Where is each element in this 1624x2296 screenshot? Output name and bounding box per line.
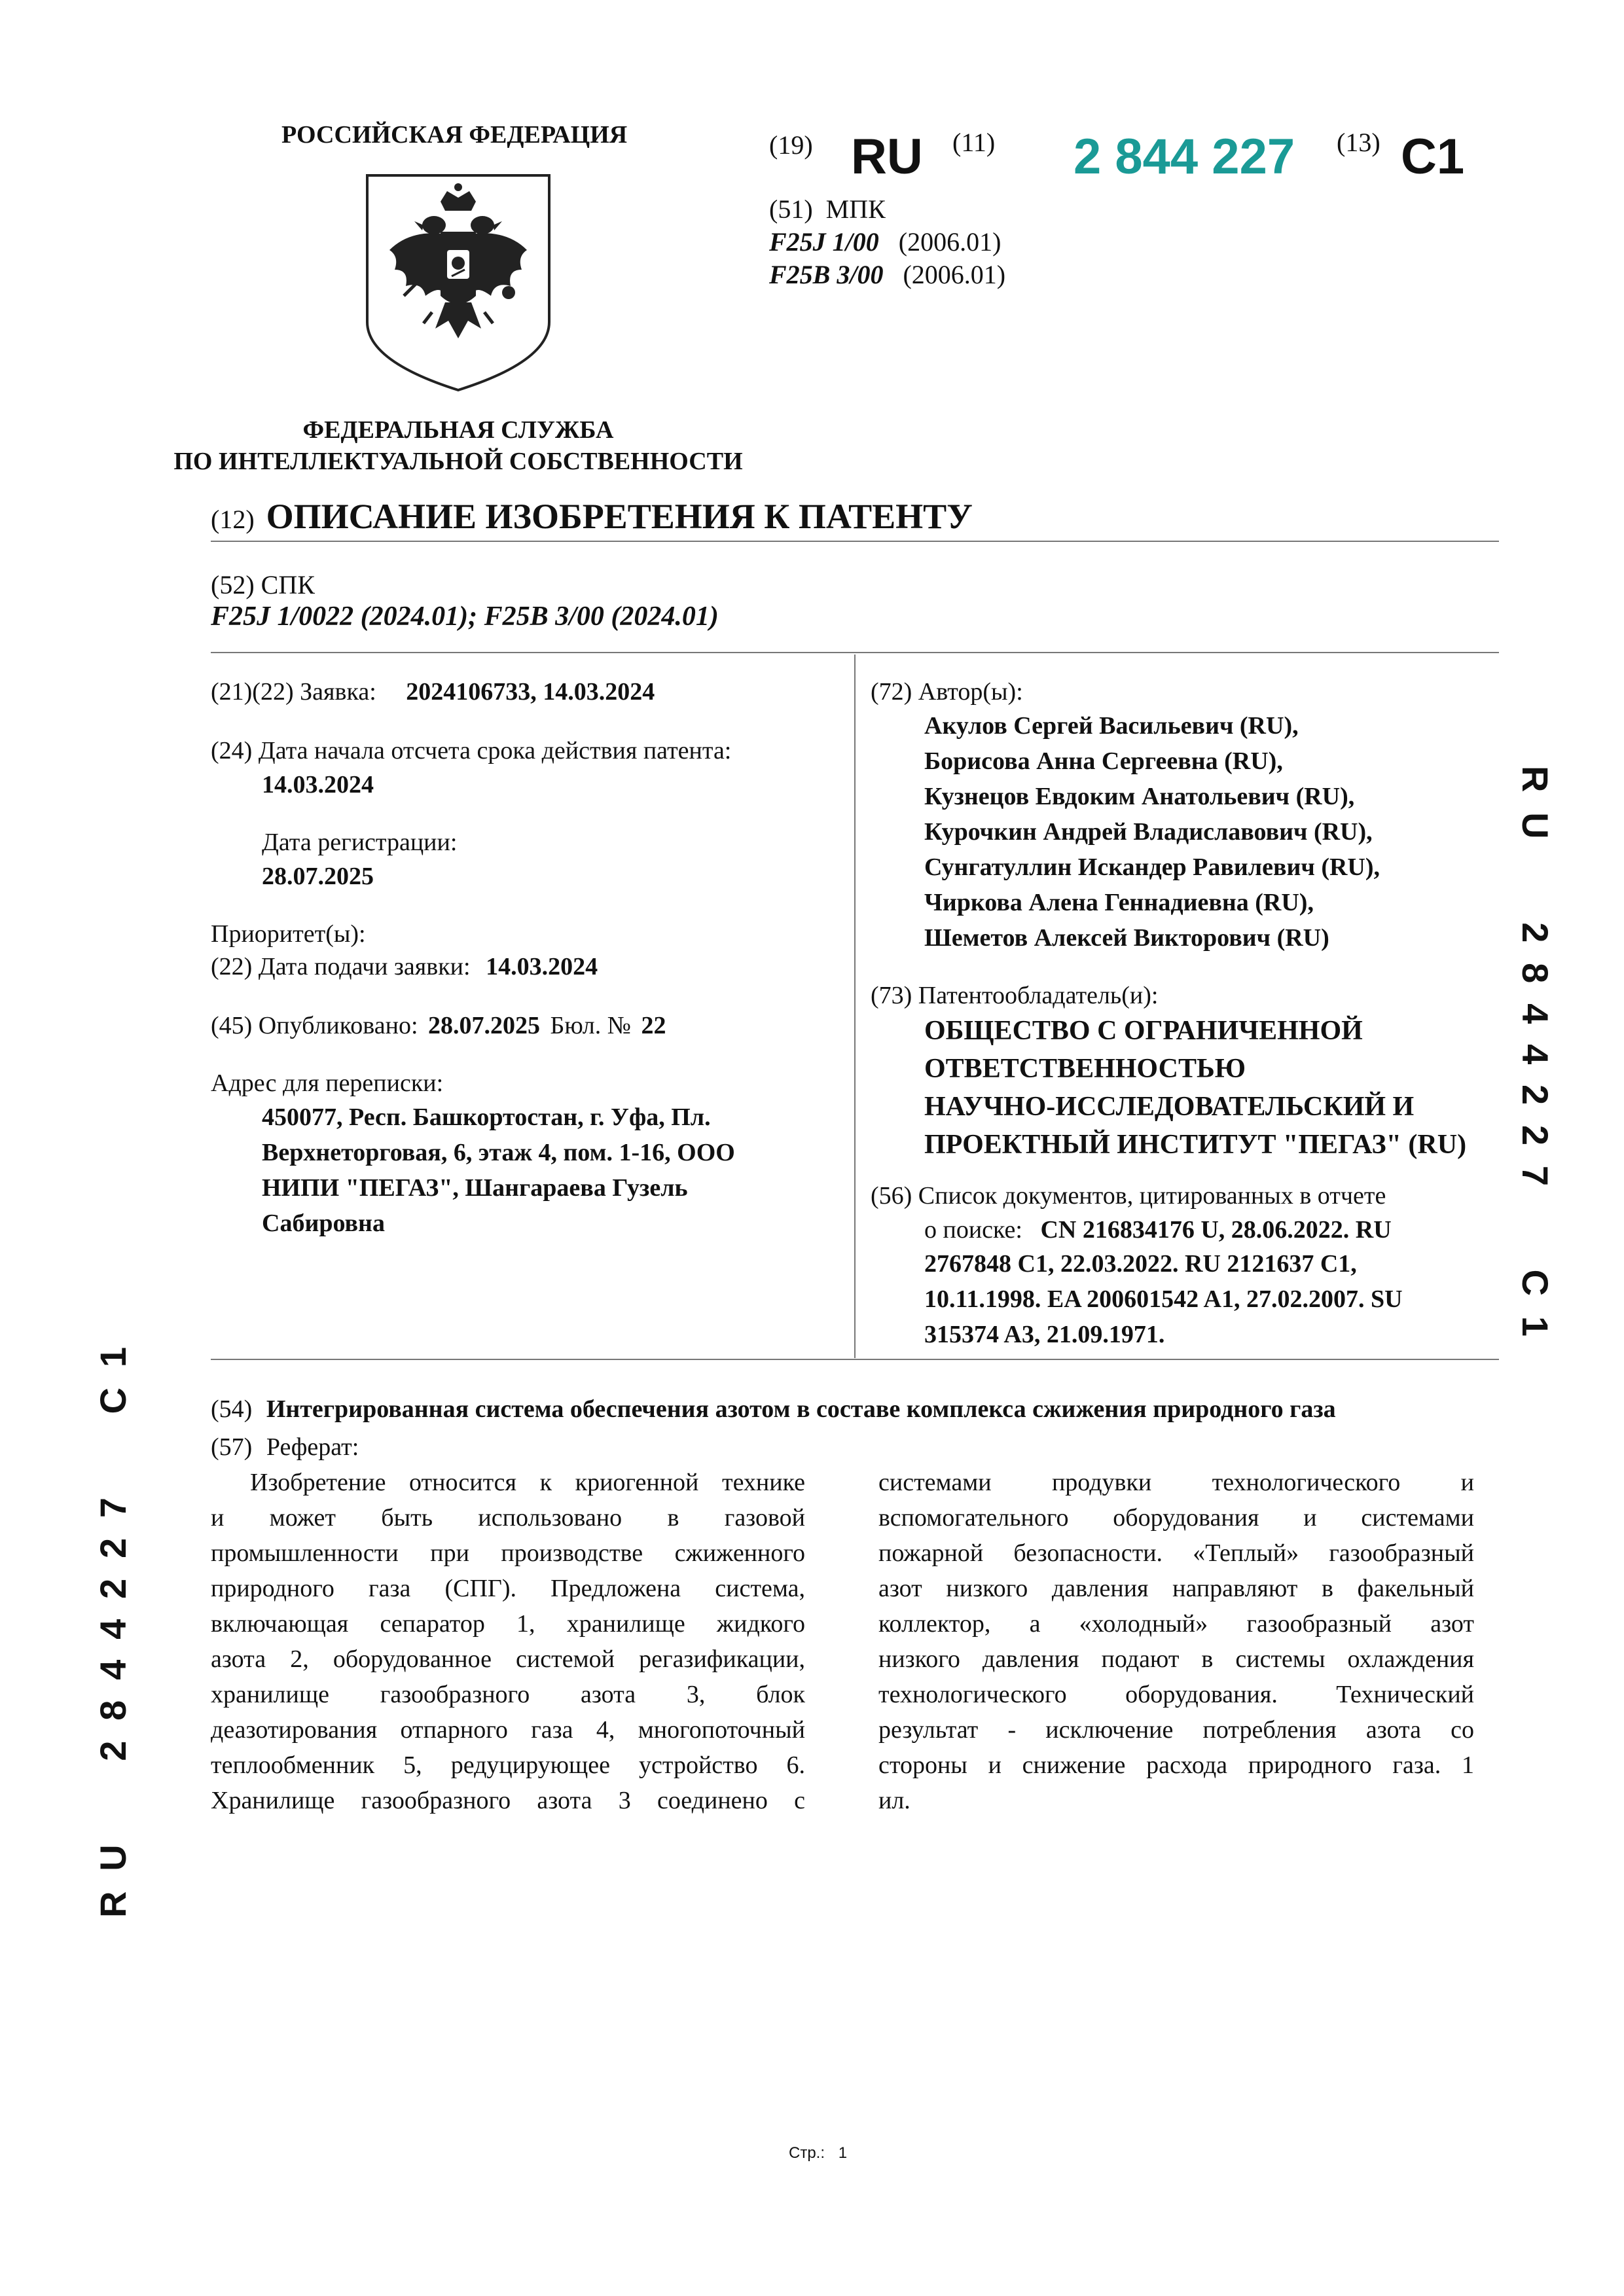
code-13: (13): [1337, 128, 1380, 157]
abstract-line: теплообменник 5, редуцирующее устройство 6.: [211, 1751, 805, 1779]
abstract-line: пожарной безопасности. «Теплый» газообразный: [878, 1539, 1474, 1567]
references-first-line: [924, 1212, 1392, 1247]
bulletin-value: 22: [641, 1012, 666, 1039]
holder-line: ОБЩЕСТВО С ОГРАНИЧЕННОЙ: [924, 1016, 1363, 1046]
abstract-line: азот низкого давления направляют в факельный: [878, 1575, 1474, 1602]
country-name: РОССИЙСКАЯ ФЕДЕРАЦИЯ: [281, 121, 628, 149]
abstract-column-2: [878, 1465, 1474, 1818]
holder-name: [924, 1012, 1466, 1164]
mpk-label: МПК: [825, 194, 886, 224]
holder-label: (73) Патентообладатель(и):: [871, 982, 1159, 1009]
mpk-code: F25J 1/00: [769, 227, 879, 257]
page-number: 1: [838, 2144, 848, 2162]
reference-entry: CN 216834176 U, 28.06.2022. RU: [1040, 1216, 1392, 1244]
author-name: Кузнецов Евдоким Анатольевич (RU),: [924, 783, 1355, 810]
doc-title-text: ОПИСАНИЕ ИЗОБРЕТЕНИЯ К ПАТЕНТУ: [266, 497, 973, 536]
invention-title-code: (54): [211, 1395, 253, 1423]
published-value: 28.07.2025: [428, 1012, 541, 1039]
author-name: Сунгатуллин Искандер Равилевич (RU),: [924, 853, 1380, 881]
abstract-heading: [211, 1429, 359, 1465]
published-label: (45) Опубликовано:: [211, 1012, 418, 1039]
holder-line: ОТВЕТСТВЕННОСТЬЮ: [924, 1054, 1246, 1084]
address-line: Сабировна: [262, 1210, 385, 1237]
registration-label: Дата регистрации:: [262, 829, 458, 856]
abstract-line: ил.: [878, 1787, 911, 1814]
application-value: 2024106733, 14.03.2024: [406, 678, 655, 706]
mpk-version: (2006.01): [898, 227, 1001, 257]
registration-value: 28.07.2025: [262, 863, 374, 890]
doc-title: [211, 496, 973, 537]
address-line: 450077, Респ. Башкортостан, г. Уфа, Пл.: [262, 1103, 711, 1131]
abstract-label: Реферат:: [266, 1433, 359, 1461]
filing-date: [211, 949, 598, 984]
side-patent-number-left: RU 2844227 C1: [92, 1327, 134, 1918]
reference-entry: 2767848 C1, 22.03.2022. RU 2121637 C1,: [924, 1250, 1357, 1278]
doc-title-code: (12): [211, 505, 255, 534]
code-19: (19): [769, 130, 813, 160]
abstract-line: технологического оборудования. Технический: [878, 1681, 1474, 1708]
abstract-line: деазотирования отпарного газа 4, многопоточный: [211, 1716, 805, 1744]
patent-number: 2 844 227: [1074, 129, 1295, 185]
country-code: RU: [851, 129, 923, 185]
agency-line-2: ПО ИНТЕЛЛЕКТУАЛЬНОЙ СОБСТВЕННОСТИ: [173, 448, 743, 475]
reference-entry: 10.11.1998. EA 200601542 A1, 27.02.2007. SU: [924, 1285, 1403, 1313]
agency-line-1: ФЕДЕРАЛЬНАЯ СЛУЖБА: [302, 416, 614, 444]
references-label: (56) Список документов, цитированных в отчете: [871, 1182, 1386, 1210]
kind-code: C1: [1401, 129, 1465, 185]
references-list: [924, 1246, 1403, 1352]
mpk-code: F25B 3/00: [769, 260, 884, 289]
address-line: Верхнеторговая, 6, этаж 4, пом. 1-16, ООО: [262, 1139, 735, 1166]
page-footer: [789, 2144, 847, 2162]
filing-date-label: (22) Дата подачи заявки:: [211, 953, 471, 980]
address-line: НИПИ "ПЕГАЗ", Шангараева Гузель: [262, 1174, 688, 1202]
reference-entry: 315374 A3, 21.09.1971.: [924, 1321, 1165, 1348]
abstract-line: низкого давления подают в системы охлаждения: [878, 1645, 1474, 1673]
spk-value: F25J 1/0022 (2024.01); F25B 3/00 (2024.01): [211, 601, 719, 632]
abstract-line: промышленности при производстве сжиженного: [211, 1539, 805, 1567]
divider: [211, 1359, 1499, 1360]
mpk-heading: [769, 192, 886, 226]
coat-of-arms-emblem: [363, 171, 553, 394]
code-51: (51): [769, 194, 813, 224]
abstract-line: Изобретение относится к криогенной технике: [250, 1469, 805, 1496]
divider: [211, 652, 1499, 653]
abstract-line: и может быть использовано в газовой: [211, 1504, 805, 1532]
application: [211, 674, 655, 709]
page-label: Стр.:: [789, 2144, 825, 2162]
mpk-row-1: [769, 225, 1001, 259]
abstract-line: вспомогательного оборудования и системами: [878, 1504, 1474, 1532]
abstract-code: (57): [211, 1433, 253, 1461]
author-name: Чиркова Алена Геннадиевна (RU),: [924, 889, 1314, 916]
author-name: Борисова Анна Сергеевна (RU),: [924, 747, 1283, 775]
side-patent-number-right: RU 2844227 C1: [1515, 766, 1556, 1357]
mpk-version: (2006.01): [903, 260, 1006, 289]
term-start-value: 14.03.2024: [262, 771, 374, 798]
abstract-line: результат - исключение потребления азота со: [878, 1716, 1474, 1744]
address-label: Адрес для переписки:: [211, 1069, 444, 1097]
application-label: (21)(22) Заявка:: [211, 678, 376, 706]
holder-line: НАУЧНО-ИССЛЕДОВАТЕЛЬСКИЙ И: [924, 1092, 1415, 1122]
agency-name: [164, 414, 753, 477]
abstract-line: включающая сепаратор 1, хранилище жидкого: [211, 1610, 805, 1638]
abstract-line: системами продувки технологического и: [878, 1469, 1474, 1496]
bulletin-label: Бюл. №: [550, 1012, 631, 1039]
code-11: (11): [952, 128, 996, 157]
authors-list: [924, 708, 1380, 956]
invention-title: [211, 1391, 1336, 1427]
published: [211, 1008, 666, 1043]
abstract-line: хранилище газообразного азота 3, блок: [211, 1681, 805, 1708]
abstract-column-1: [211, 1465, 805, 1818]
abstract-line: природного газа (СПГ). Предложена система,: [211, 1575, 805, 1602]
author-name: Шеметов Алексей Викторович (RU): [924, 924, 1329, 952]
invention-title-text: Интегрированная система обеспечения азотом в составе комплекса сжижения природного газа: [266, 1395, 1336, 1423]
references-label-cont: о поиске:: [924, 1216, 1022, 1244]
address-block: [262, 1100, 735, 1241]
author-name: Курочкин Андрей Владиславович (RU),: [924, 818, 1373, 846]
mpk-row-2: [769, 258, 1005, 292]
abstract-line: Хранилище газообразного азота 3 соединено с: [211, 1787, 805, 1814]
divider: [211, 541, 1499, 542]
abstract-line: азота 2, оборудованное системой регазификации,: [211, 1645, 805, 1673]
spk-label: (52) СПК: [211, 570, 315, 600]
term-start-label: (24) Дата начала отсчета срока действия патента:: [211, 737, 732, 764]
abstract-line: стороны и снижение расхода природного газа. 1: [878, 1751, 1474, 1779]
filing-date-value: 14.03.2024: [486, 953, 598, 980]
holder-line: ПРОЕКТНЫЙ ИНСТИТУТ "ПЕГАЗ" (RU): [924, 1130, 1467, 1160]
column-divider: [854, 655, 856, 1358]
priority-label: Приоритет(ы):: [211, 920, 366, 948]
authors-label: (72) Автор(ы):: [871, 678, 1023, 706]
author-name: Акулов Сергей Васильевич (RU),: [924, 712, 1299, 740]
abstract-line: коллектор, а «холодный» газообразный азот: [878, 1610, 1474, 1638]
